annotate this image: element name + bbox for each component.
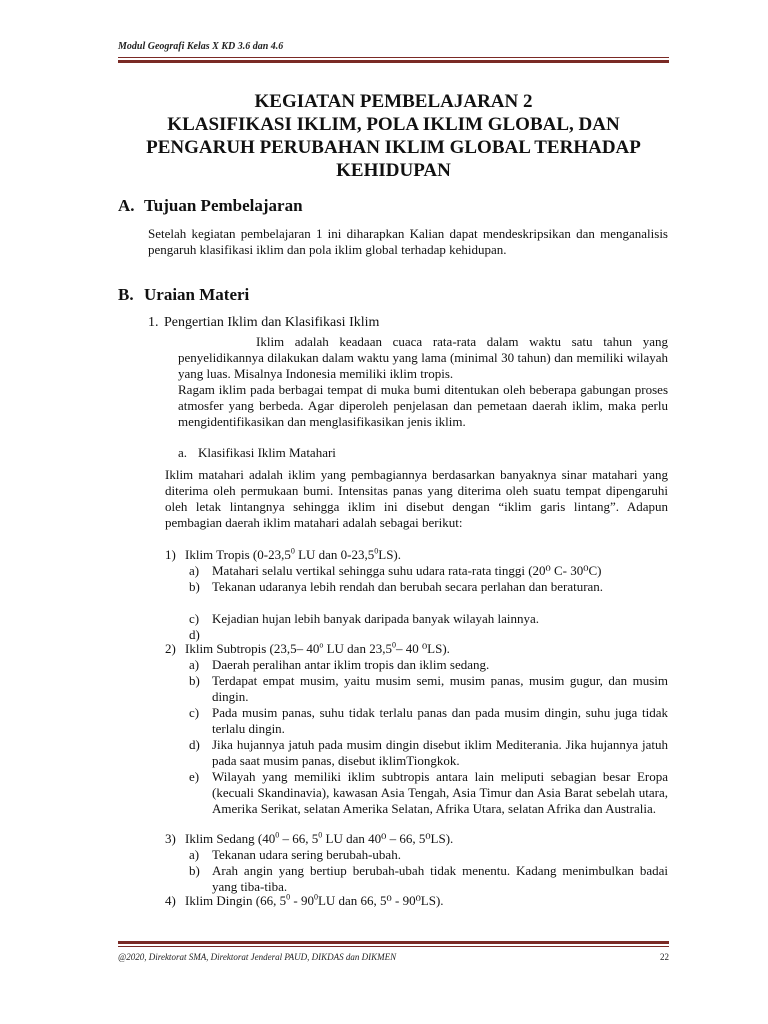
- subsection-1-title: Pengertian Iklim dan Klasifikasi Iklim: [164, 315, 380, 330]
- sub-item-text: Kejadian hujan lebih banyak daripada banyak wilayah lainnya.: [212, 611, 540, 626]
- list-label-pre: Iklim Dingin (66, 5: [185, 893, 287, 908]
- section-b-title: Uraian Materi: [144, 285, 250, 304]
- degree-sup: 0: [374, 546, 379, 556]
- sub-item-text: Tekanan udaranya lebih rendah dan berubah secara perlahan dan beraturan.: [212, 579, 604, 594]
- sub-item: [189, 863, 668, 895]
- list-label-pre: Iklim Sedang (40: [185, 831, 276, 846]
- sub-item-marker: c): [189, 705, 200, 720]
- sub-item: [189, 705, 668, 737]
- section-a-heading: [118, 196, 303, 216]
- degree-sup: 0: [313, 892, 318, 902]
- sub-item: [189, 579, 668, 595]
- list-item-tropis: [165, 547, 401, 563]
- subsection-a-number: a.: [178, 445, 188, 460]
- section-a-number: A.: [118, 196, 135, 215]
- list-marker: 4): [165, 893, 176, 908]
- section-a-title: Tujuan Pembelajaran: [144, 196, 303, 215]
- degree-sup: 0: [286, 892, 291, 902]
- subsection-1-heading: [148, 315, 379, 331]
- section-a-body: Setelah kegiatan pembelajaran 1 ini diharapkan Kalian dapat mendeskripsikan dan menganalisis pengaruh klasifikasi iklim dan pola iklim global terhadap kehidupan.: [148, 226, 668, 257]
- sub-item: [189, 611, 668, 627]
- title-line-3: PENGARUH PERUBAHAN IKLIM GLOBAL TERHADAP: [146, 137, 641, 158]
- sub-item-text: Tekanan udara sering berubah-ubah.: [212, 847, 401, 862]
- sub-item-marker: d): [189, 627, 200, 642]
- sub-item-text: Terdapat empat musim, yaitu musim semi, musim panas, musim gugur, dan musim dingin.: [212, 673, 668, 704]
- list-label-mid: – 66, 5: [279, 831, 319, 846]
- list-label-post: – 40 ⁰LS).: [395, 641, 450, 656]
- subsection-1-number: 1.: [148, 315, 159, 330]
- sub-item: [189, 657, 668, 673]
- section-b-number: B.: [118, 285, 134, 304]
- sub-item-text: Matahari selalu vertikal sehingga suhu udara rata-rata tinggi (20⁰ C- 30⁰C): [212, 563, 602, 578]
- list-label-pre: Iklim Tropis (0-23,5: [185, 547, 291, 562]
- sub-item-marker: c): [189, 611, 200, 626]
- paragraph-iklim-definition: Iklim adalah keadaan cuaca rata-rata dalam waktu satu tahun yang penyelidikannya dilakukan dalam waktu yang lama (minimal 30 tahun) dan memiliki wilayah yang luas. Misalnya Indonesia memiliki iklim tropis.: [178, 334, 668, 381]
- sub-item: [189, 769, 668, 817]
- paragraph-iklim-matahari: Iklim matahari adalah iklim yang pembagiannya berdasarkan banyaknya sinar matahari yang diterima oleh permukaan bumi. Intensitas panas yang diterima oleh suatu tempat dipengaruhi oleh letak lintangnya sehingga iklim ini disebut dengan “iklim garis lintang”. Adapun pembagian daerah iklim matahari adalah sebagai berikut:: [165, 467, 668, 530]
- degree-sup: 0: [318, 830, 323, 840]
- title-line-1: KEGIATAN PEMBELAJARAN 2: [254, 91, 533, 112]
- sub-item: [189, 563, 668, 579]
- degree-sup: o: [319, 640, 324, 650]
- sub-item-text: Wilayah yang memiliki iklim subtropis antara lain meliputi sebagian besar Eropa (kecuali Skandinavia), kawasan Asia Tengah, Asia Timur dan Asia Barat sebelah utara, Amerika Serikat, selatan Amerika Selatan, Afrika Utara, selatan Afrika dan Australia.: [212, 769, 668, 816]
- footer-copyright: @2020, Direktorat SMA, Direktorat Jenderal PAUD, DIKDAS dan DIKMEN: [118, 952, 397, 962]
- sub-item: [189, 737, 668, 769]
- title-line-4: KEHIDUPAN: [336, 160, 451, 181]
- sub-item-text: Daerah peralihan antar iklim tropis dan iklim sedang.: [212, 657, 490, 672]
- paragraph-ragam-iklim: Ragam iklim pada berbagai tempat di muka bumi ditentukan oleh beberapa gabungan proses atmosfer yang berbeda. Agar diperoleh penjelasan dan pemetaan daerah iklim, maka perlu mengidentifikasikan dan menglasifikasikan jenis iklim.: [178, 382, 668, 429]
- footer-rule-thin: [118, 946, 669, 947]
- sub-item-text: Pada musim panas, suhu tidak terlalu panas dan pada musim dingin, suhu juga tidak terlalu dingin.: [212, 705, 668, 736]
- degree-sup: 0: [290, 546, 295, 556]
- list-marker: 3): [165, 831, 176, 846]
- sub-item-text: Jika hujannya jatuh pada musim dingin disebut iklim Mediterania. Jika hujannya jatuh pada saat musim panas, disebut iklimTiongkok.: [212, 737, 668, 768]
- sub-item-marker: d): [189, 737, 200, 752]
- list-label-mid: LU dan 23,5: [323, 641, 392, 656]
- list-item-subtropis: [165, 641, 450, 657]
- sub-item-marker: a): [189, 657, 200, 672]
- header-rule-thick: [118, 60, 669, 63]
- subsection-a-title: Klasifikasi Iklim Matahari: [198, 445, 336, 460]
- sub-item: [189, 847, 668, 863]
- list-label-post: LU dan 66, 5⁰ - 90⁰LS).: [317, 893, 444, 908]
- list-item-sedang: [165, 831, 453, 847]
- sub-item-marker: b): [189, 673, 200, 688]
- footer-rule-thick: [118, 941, 669, 944]
- list-item-dingin: [165, 893, 444, 909]
- sub-item-marker: b): [189, 579, 200, 594]
- list-label-mid: - 90: [290, 893, 314, 908]
- sub-item-marker: b): [189, 863, 200, 878]
- list-label-pre: Iklim Subtropis (23,5– 40: [185, 641, 320, 656]
- section-b-heading: [118, 285, 249, 305]
- list-label-mid: LU dan 0-23,5: [294, 547, 375, 562]
- sub-item-marker: e): [189, 769, 200, 784]
- sub-item-text: Arah angin yang bertiup berubah-ubah tidak menentu. Kadang menimbulkan badai yang tiba-tiba.: [212, 863, 668, 894]
- list-marker: 1): [165, 547, 176, 562]
- title-line-2: KLASIFIKASI IKLIM, POLA IKLIM GLOBAL, DAN: [167, 114, 620, 135]
- module-header: Modul Geografi Kelas X KD 3.6 dan 4.6: [118, 41, 284, 52]
- sub-item-marker: a): [189, 563, 200, 578]
- list-label-post: LU dan 40⁰ – 66, 5⁰LS).: [322, 831, 454, 846]
- degree-sup: 0: [275, 830, 280, 840]
- header-rule-thin: [118, 57, 669, 58]
- subsection-a-heading: [178, 445, 336, 461]
- sub-item-marker: a): [189, 847, 200, 862]
- degree-sup: 0: [391, 640, 396, 650]
- list-label-post: LS).: [378, 547, 402, 562]
- list-marker: 2): [165, 641, 176, 656]
- page-number: 22: [660, 952, 669, 962]
- sub-item: [189, 673, 668, 705]
